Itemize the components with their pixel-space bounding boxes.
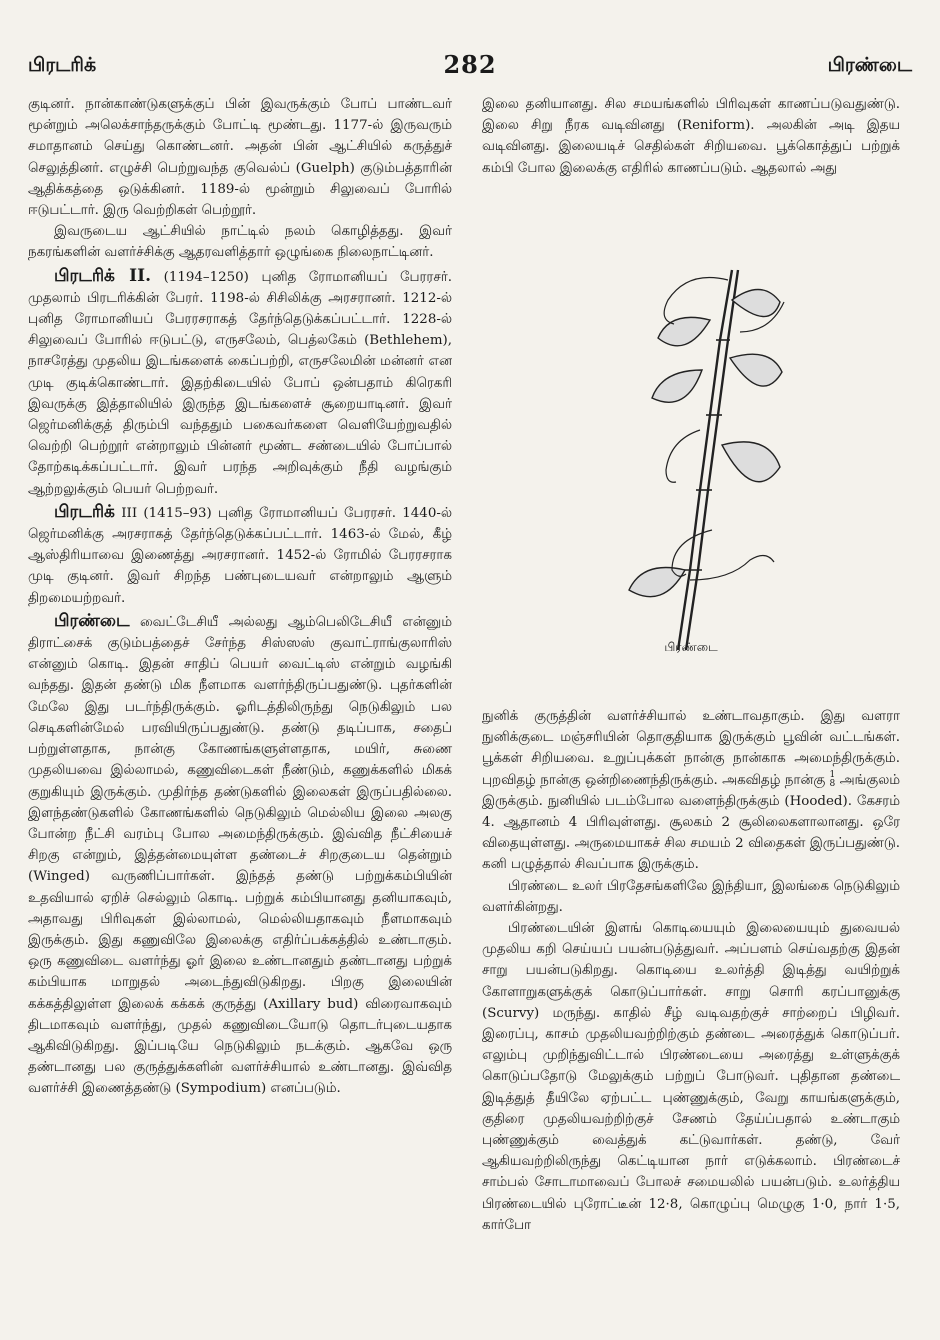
fraction-denominator: 8 (829, 779, 836, 790)
fraction-numerator: 1 (829, 770, 836, 781)
continued-paragraph: குடினர். நான்காண்டுகளுக்குப் பின் இவருக்கும் போப் பாண்டவர் மூன்றும் அலெக்சாந்தருக்கும் போட்டி மூண்டது. 1177-ல் இருவரும் சமாதானம் செய்து கொண்டனர். அதன் பின் ஆட்சியில் கருத்துச் செலுத்தினர். எழுச்சி பெற்றுவந்த குவெல்ப் (Guelph) குடும்பத்தாரின் ஆதிக்கத்தை ஒடுக்கினர். 1189-ல் மூன்றும் சிலுவைப் போரில் ஈடுபட்டார். இரு வெற்றிகள் பெற்றூர். (28, 97, 452, 219)
uses-paragraph: பிரண்டையின் இளங் கொடியையும் இலையையும் துவையல் முதலிய கறி செய்யப் பயன்படுத்துவர். அப்பளம் செய்வதற்கு இதன் சாறு பயன்படுகிறது. கொடியை உலர்த்தி இடித்து வயிற்றுக் கோளாறுகளுக்குக் கொடுப்பார்கள். சாறு சொரி கரப்பானுக்கு (Scurvy) மருந்து. காதில் சீழ் வடிவதற்குச் சாற்றைப் பிழிவர். இரைப்பு, காசம் முதலியவற்றிற்கும் தண்டை அரைத்துக் கொடுப்பர். எலும்பு முறிந்துவிட்டால் பிரண்டையை அரைத்து உள்ளுக்குக் கொடுப்பதோடு மேலுக்கும் பற்றுப் போடுவர். புதிதான தண்டை இடித்துத் தீயிலே ஏற்பட்ட புண்ணுக்கும், வேறு காயங்களுக்கும், குதிரை முதலியவற்றிற்குச் சேணம் தேய்ப்பதால் உண்டாகும் புண்ணுக்கும் வைத்துக் கட்டுவார்கள். தண்டு, வேர் ஆகியவற்றிலிருந்து கெட்டியான நார் எடுக்கலாம். பிரண்டைச் சாம்பல் சோடாமாவைப் போலச் சமையலில் பயன்படும். உலர்த்திய பிரண்டையில் புரோட்டீன் 12·8, கொழுப்பு மெழுகு 1·0, நார் 1·5, கார்போ (482, 921, 900, 1233)
entry-text: (1194–1250) புனித ரோமானியப் பேரரசர். முதலாம் பிரடரிக்கின் பேரர். 1198-ல் சிசிலிக்கு அரசரானர். 1212-ல் புனித ரோமானியப் பேரரசராகத் தேர்ந்தெடுக்கப்பட்டார். 1228-ல் சிலுவைப் போரில் ஈடுபட்டு, எருசலேம், பெத்லகேம் (Bethlehem), நாசரேத்து முதலிய இடங்களைக் கைப்பற்றி, எருசலேமின் மன்னர் என முடி குடிக்கொண்டார். இதற்கிடையில் போப் ஒன்பதாம் கிரெகரி இவருக்கு இத்தாலியில் இருந்த இடங்களைச் சூறையாடினர். இவர் ஜெர்மனிக்குத் திரும்பி வந்ததும் பகைவர்களை வெளியேற்றுவதில் வெற்றி பெற்றூர் என்றாலும் பின்னர் மூண்ட சண்டையில் போப்பால் தோற்கடிக்கப்பட்டார். இவர் பரந்த அறிவுக்கும் நீதி வழங்கும் ஆற்றலுக்கும் பெயர் பெற்றவர். (28, 269, 453, 497)
running-head-left: பிரடரிக் (28, 54, 97, 76)
entry-headword: பிரடரிக் (54, 501, 115, 522)
pirandai-plant-illustration (560, 240, 860, 660)
entry-headword: பிரடரிக் II. (54, 265, 152, 286)
left-column (28, 94, 452, 1100)
continued-paragraph-2: இவருடைய ஆட்சியில் நாட்டில் நலம் கொழித்தது. இவர் நகரங்களின் வளர்ச்சிக்கு ஆதரவளித்தார் ஒழுங்கை நிலைநாட்டினர். (28, 224, 452, 261)
distribution-paragraph: பிரண்டை உலர் பிரதேசங்களிலே இந்தியா, இலங்கை நெடுகிலும் வளர்கின்றது. (482, 878, 900, 915)
entry-headword: பிரண்டை (54, 610, 130, 631)
running-head-right: பிரண்டை (827, 54, 912, 76)
figure-caption: பிரண்டை (664, 640, 718, 654)
leaf-description: இலை தனியானது. சில சமயங்களில் பிரிவுகள் காணப்படுவதுண்டு. இலை சிறு நீரக வடிவினது (Reniform). அலகின் அடி இதய வடிவினது. இலையடிச் செதில்கள் சிறியவை. பூக்கொத்துப் பற்றுக் கம்பி போல இலைக்கு எதிரில் காணப்படும். ஆதலால் அது (482, 97, 900, 176)
right-column-top (482, 94, 900, 179)
page-number: 282 (443, 50, 497, 79)
entry-text: III (1415–93) புனித ரோமானியப் பேரரசர். 1440-ல் ஜெர்மனிக்கு அரசராகத் தேர்ந்தெடுக்கப்பட்டார். 1463-ல் மேல், கீழ் ஆஸ்திரியாவை இணைத்து அரசரானர். 1452-ல் ரோமில் பேரரசராக முடி குடினர். இவர் சிறந்த பண்புடையவர் என்றாலும் ஆளும் திறமையற்றவர். (28, 505, 452, 606)
page-header (28, 50, 912, 84)
right-column-bottom (482, 706, 900, 1236)
entry-text: வைட்டேசியீ அல்லது ஆம்பெலிடேசியீ என்னும் திராட்சைக் குடும்பத்தைச் சேர்ந்த சிஸ்ஸஸ் குவாட்ராங்குலாரிஸ் என்னும் கொடி. இதன் சாதிப் பெயர் வைட்டிஸ் என்றும் வழங்கி வந்தது. இதன் தண்டு மிக நீளமாக வளர்ந்திருப்பதுண்டு. புதர்களின் மேலே இது படர்ந்திருக்கும். ஓரிடத்திலிருந்து நெடுகிலும் பல செடிகளின்மேல் பரவியிருப்பதுண்டு. தண்டு தடிப்பாக, சதைப் பற்றுள்ளதாக, நான்கு கோணங்களுள்ளதாக, மயிர், சுணை முதலியவை இல்லாமல், கணுவிடைகள் நீண்டும், கணுக்களில் மிகக் குறுகியும் இருக்கும். முதிர்ந்த தண்டுகளில் இலைகள் இருப்பதில்லை. இளந்தண்டுகளில் கோணங்களில் நெடுகிலும் மெல்லிய இலை அலகு போன்ற நீட்சி வரம்பு போல அமைந்திருக்கும். இவ்வித நீட்சியைச் சிறகு என்றும், இத்தன்மையுள்ள தண்டைச் சிறகுடைய தென்றும் (Winged) வருணிப்பார்கள். இந்தத் தண்டு பற்றுக்கம்பியின் உதவியால் ஏறிச் செல்லும் கொடி. பற்றுக் கம்பியானது தனியாகவும், அதாவது பிரிவுகள் இல்லாமல், மெல்லியதாகவும் நீளமாகவும் இருக்கும். இது கணுவிலே இலைக்கு எதிர்ப்பக்கத்தில் உண்டாகும். ஒரு கணுவிடை வளர்ந்து ஓர் இலை உண்டானதும் தண்டானது பற்றுக் கம்பியாக மாறுதல் அடைந்துவிடுகிறது. பிறகு இலையின் கக்கத்திலுள்ள இலைக் கக்கக் குருத்து (Axillary bud) விரைவாகவும் திடமாகவும் வளர்ந்து, முதல் கணுவிடையோடு தொடர்புடையதாக ஆகிவிடுகிறது. இப்படியே நெடுகிலும் நடக்கும். ஆகவே ஒரு தண்டானது பல குருத்துக்களின் வளர்ச்சியால் உண்டானது. இவ்வித வளர்ச்சி இணைத்தண்டு (Sympodium) எனப்படும். (28, 614, 452, 1097)
flower-description-text: நுனிக் குருத்தின் வளர்ச்சியால் உண்டாவதாகும். இது வளரா நுனிக்குடை மஞ்சரியின் தொகுதியாக இருக்கும் பூவின் வட்டங்கள். பூக்கள் சிறியவை. உறுப்புக்கள் நான்கு நான்காக அமைந்திருக்கும். புறவிதழ் நான்கு ஒன்றிணைந்திருக்கும். அகவிதழ் நான்கு (482, 709, 900, 788)
entry-pirandai (28, 611, 452, 1100)
entry-frederick-iii (28, 502, 452, 609)
fraction-one-eighth (830, 771, 836, 789)
entry-frederick-ii (28, 266, 452, 500)
flower-description (482, 706, 900, 876)
flower-description-text-2: அங்குலம் இருக்கும். நுனியில் படம்போல வளைந்திருக்கும் (Hooded). கேசரம் 4. ஆதானம் 4 பிரிவுள்ளது. சூலகம் 2 சூலிலைகளாலானது. ஒரே விதையுள்ளது. அருமையாகச் சில சமயம் 2 விதைகள் இருப்பதுண்டு. கனி பழுத்தால் சிவப்பாக இருக்கும். (482, 772, 900, 873)
